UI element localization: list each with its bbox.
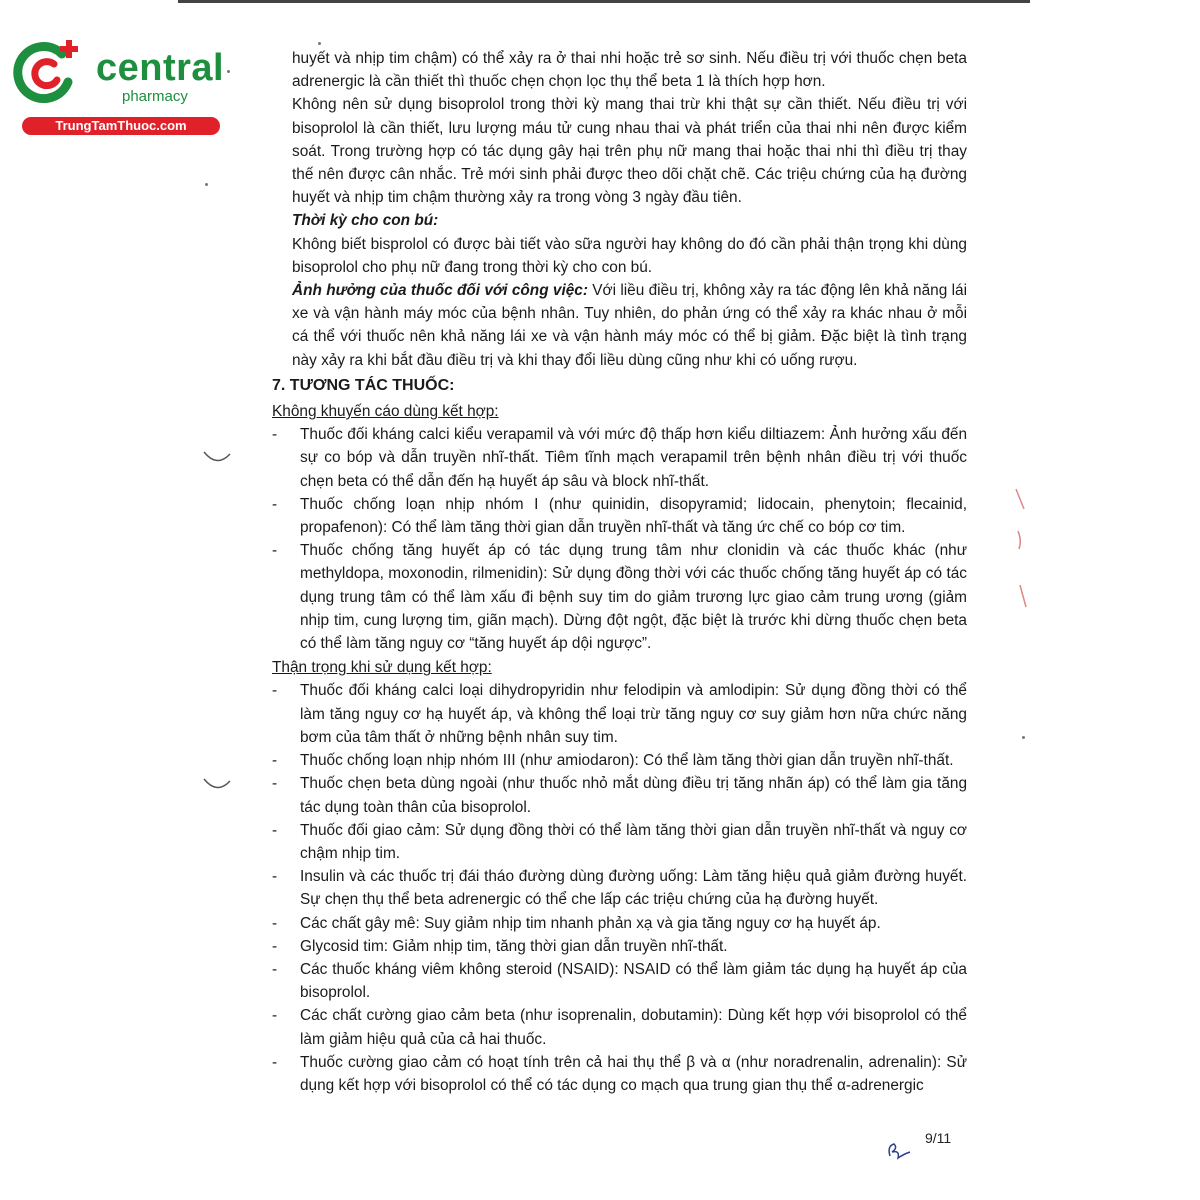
bullet-dash: - — [272, 542, 278, 560]
central-pharmacy-logo — [10, 36, 225, 136]
list-item-text: Thuốc đối kháng calci kiểu verapamil và với mức độ thấp hơn kiểu diltiazem: Ảnh hưởng xấu đến sự co bóp và dẫn truyền nhĩ-thất. Tiêm tĩnh mạch verapamil trên bệnh nhân điều trị với thuốc chẹn beta có thể dẫn đến hạ huyết áp sâu và block nhĩ-thất. — [300, 426, 967, 490]
list-item-text: Glycosid tim: Giảm nhịp tim, tăng thời gian dẫn truyền nhĩ-thất. — [300, 937, 728, 955]
list-item — [272, 539, 967, 655]
driving-paragraph — [272, 279, 967, 372]
not-recommended-list — [272, 423, 967, 655]
list-item-text: Thuốc đối kháng calci loại dihydropyridin như felodipin và amlodipin: Sử dụng đồng thời có thể làm tăng nguy cơ hạ huyết áp, và không thể loại trừ tăng nguy cơ suy giảm hơn nữa chức năng bơm của tâm thất ở những bệnh nhân suy tim. — [300, 682, 967, 746]
list-item — [272, 749, 967, 772]
initials-signature — [884, 1140, 914, 1162]
logo-subtitle: pharmacy — [122, 88, 188, 105]
punch-hole-mark — [202, 448, 232, 468]
bullet-dash: - — [272, 1007, 278, 1025]
bullet-dash: - — [272, 495, 278, 513]
list-item-text: Thuốc cường giao cảm có hoạt tính trên cả hai thụ thể β và α (như noradrenalin, adrenalin): Sử dụng kết hợp với bisoprolol có thể có tác dụng co mạch qua trung gian thụ thể α-adrenergic — [300, 1053, 967, 1094]
list-item — [272, 1004, 967, 1050]
caution-heading: Thận trọng khi sử dụng kết hợp: — [272, 659, 492, 677]
list-item-text: Thuốc chẹn beta dùng ngoài (như thuốc nhỏ mắt dùng điều trị tăng nhãn áp) có thể làm gia tăng tác dụng toàn thân của bisoprolol. — [300, 775, 967, 816]
list-item — [272, 772, 967, 818]
logo-website: TrungTamThuoc.com — [22, 117, 220, 135]
list-item — [272, 493, 967, 539]
section-7-title: 7. TƯƠNG TÁC THUỐC: — [272, 376, 455, 394]
list-item-text: Insulin và các thuốc trị đái tháo đường dùng đường uống: Làm tăng hiệu quả giảm đường huyết. Sự chẹn thụ thể beta adrenergic có thể che lấp các triệu chứng của hạ đường huyết. — [300, 868, 967, 909]
top-border-line — [178, 0, 1030, 3]
punch-hole-mark — [202, 775, 232, 795]
pharmacy-cross-icon — [10, 36, 82, 108]
not-recommended-heading: Không khuyến cáo dùng kết hợp: — [272, 403, 499, 421]
pregnancy-paragraph-continued: huyết và nhịp tim chậm) có thể xảy ra ở thai nhi hoặc trẻ sơ sinh. Nếu điều trị với thuốc chẹn beta adrenergic là cần thiết thì thuốc chẹn chọn lọc thụ thể beta 1 là thích hợp hơn. — [292, 50, 967, 91]
bullet-dash: - — [272, 752, 278, 770]
list-item-text: Thuốc chống loạn nhịp nhóm I (như quinidin, disopyramid; lidocain, phenytoin; flecainid, propafenon): Có thể làm tăng thời gian dẫn truyền nhĩ-thất và tăng ức chế co bóp cơ tim. — [300, 495, 967, 537]
scan-speck — [1022, 736, 1025, 739]
list-item — [272, 819, 967, 865]
driving-text: Với liều điều trị, không xảy ra tác động lên khả năng lái xe và vận hành máy móc của bệnh nhân. Tuy nhiên, do phản ứng có thể xảy ra khác nhau ở mỗi cá thể với thuốc nên khả năng lái xe và vận hành máy móc có thể bị giảm. Đặc biệt là tình trạng này xảy ra khi bắt đầu điều trị và khi thay đổi liều dùng cũng như khi có uống rượu. — [292, 282, 967, 369]
bullet-dash: - — [272, 960, 278, 978]
document-body — [272, 47, 967, 1097]
list-item — [272, 423, 967, 493]
bullet-dash: - — [272, 914, 278, 932]
bullet-dash: - — [272, 682, 278, 700]
pregnancy-paragraph: Không nên sử dụng bisoprolol trong thời kỳ mang thai trừ khi thật sự cần thiết. Nếu điều trị với bisoprolol là cần thiết, lưu lượng máu tử cung nhau thai và phát triển của thai nhi nên được kiểm soát. Trong trường hợp có tác dụng gây hại trên phụ nữ mang thai hoặc thai nhi thì điều trị thay thế nên được cân nhắc. Trẻ mới sinh phải được theo dõi chặt chẽ. Các triệu chứng của hạ đường huyết và nhịp tim chậm thường xảy ra trong vòng 3 ngày đầu tiên. — [292, 96, 967, 207]
list-item — [272, 935, 967, 958]
list-item-text: Thuốc chống loạn nhịp nhóm III (như amiodaron): Có thể làm tăng thời gian dẫn truyền nhĩ-thất. — [300, 752, 954, 770]
bullet-dash: - — [272, 868, 278, 886]
bullet-dash: - — [272, 1053, 278, 1071]
page-number: 9/11 — [925, 1130, 952, 1146]
list-item — [272, 958, 967, 1004]
scan-speck — [318, 42, 321, 45]
scan-speck — [227, 70, 230, 73]
bullet-dash: - — [272, 775, 278, 793]
driving-title: Ảnh hưởng của thuốc đối với công việc: — [292, 282, 588, 300]
list-item — [272, 912, 967, 935]
list-item-text: Các thuốc kháng viêm không steroid (NSAID): NSAID có thể làm giảm tác dụng hạ huyết áp của bisoprolol. — [300, 960, 967, 1002]
lactation-heading — [272, 209, 967, 232]
list-item-text: Thuốc chống tăng huyết áp có tác dụng trung tâm như clonidin và các thuốc khác (như methyldopa, moxonodin, rilmenidin): Sử dụng đồng thời với các thuốc chống tăng huyết áp có tác dụng trung tâm có thể làm xấu đi bệnh suy tim do giảm trương lực giao cảm trung ương (giảm nhịp tim, cung lượng tim, giãn mạch). Dừng đột ngột, đặc biệt là trước khi dừng thuốc chẹn beta có thể làm tăng nguy cơ “tăng huyết áp dội ngược”. — [300, 542, 967, 653]
bullet-dash: - — [272, 821, 278, 839]
bullet-dash: - — [272, 426, 278, 444]
list-item-text: Các chất cường giao cảm beta (như isoprenalin, dobutamin): Dùng kết hợp với bisoprolol có thể làm giảm hiệu quả của cả hai thuốc. — [300, 1007, 967, 1048]
edge-stamp-mark — [1010, 485, 1032, 615]
bullet-dash: - — [272, 937, 278, 955]
list-item — [272, 865, 967, 911]
list-item-text: Các chất gây mê: Suy giảm nhịp tim nhanh phản xạ và gia tăng nguy cơ hạ huyết áp. — [300, 914, 881, 932]
lactation-title: Thời kỳ cho con bú: — [292, 212, 439, 230]
lactation-paragraph: Không biết bisprolol có được bài tiết vào sữa người hay không do đó cần phải thận trọng khi dùng bisoprolol cho phụ nữ đang trong thời kỳ cho con bú. — [292, 235, 967, 276]
scan-speck — [205, 183, 208, 186]
list-item — [272, 679, 967, 749]
logo-name: central — [96, 47, 225, 89]
list-item-text: Thuốc đối giao cảm: Sử dụng đồng thời có thể làm tăng thời gian dẫn truyền nhĩ-thất và nguy cơ chậm nhịp tim. — [300, 821, 967, 862]
list-item — [272, 1051, 967, 1097]
caution-list — [272, 679, 967, 1097]
